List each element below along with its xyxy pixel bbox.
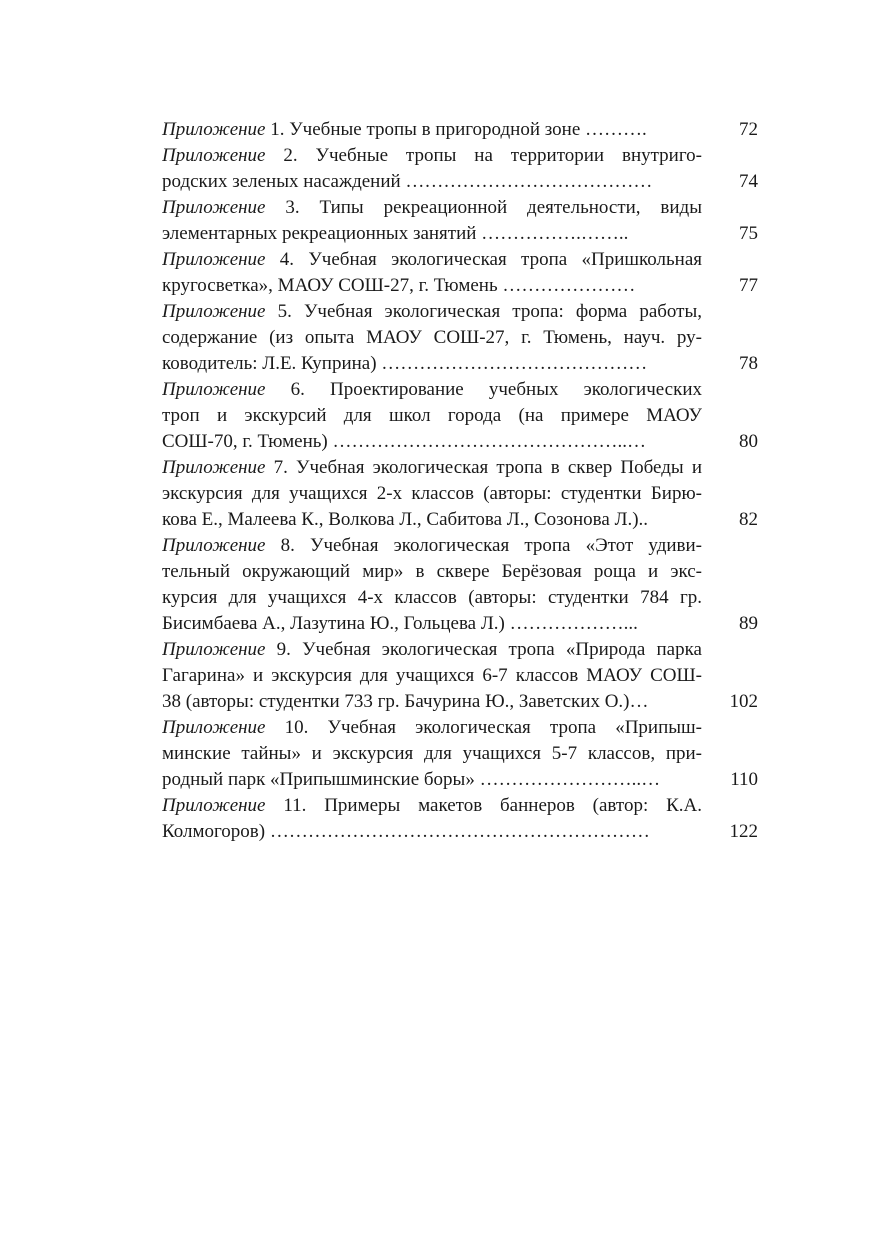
toc-entry-text bbox=[162, 663, 702, 689]
toc-entry-title: кова Е., Малеева К., Волкова Л., Сабитова Л., Созонова Л.).. bbox=[162, 509, 649, 530]
toc-line bbox=[162, 195, 758, 221]
toc-entry-text bbox=[162, 221, 702, 247]
toc-line bbox=[162, 247, 758, 273]
toc-entry-text bbox=[162, 819, 702, 845]
toc-entry[interactable] bbox=[162, 143, 758, 195]
toc-entry-title: курсия для учащихся 4-х классов (авторы: студентки 784 гр. bbox=[162, 587, 702, 608]
toc-entry-title: 8. Учебная экологическая тропа «Этот удиви- bbox=[265, 535, 702, 556]
appendix-label: Приложение bbox=[162, 717, 266, 738]
toc-entry-text bbox=[162, 117, 702, 143]
toc-entry-text bbox=[162, 273, 702, 299]
toc-line bbox=[162, 559, 758, 585]
toc-page-number: 72 bbox=[739, 119, 758, 140]
toc-entry-title: 11. Примеры макетов баннеров (автор: К.А. bbox=[265, 795, 702, 816]
toc-entry-text bbox=[162, 299, 702, 325]
toc-entry-text bbox=[162, 689, 702, 715]
toc-page-number: 110 bbox=[730, 769, 758, 790]
toc-entry-title: 3. Типы рекреационной деятельности, виды bbox=[265, 197, 702, 218]
toc-line bbox=[162, 663, 758, 689]
toc-line bbox=[162, 533, 758, 559]
toc-page-number: 102 bbox=[729, 691, 758, 712]
toc-entry[interactable] bbox=[162, 247, 758, 299]
toc-line bbox=[162, 507, 758, 533]
toc-line bbox=[162, 117, 758, 143]
toc-line bbox=[162, 637, 758, 663]
table-of-contents bbox=[162, 117, 758, 845]
toc-entry-text bbox=[162, 403, 702, 429]
toc-entry-text bbox=[162, 533, 702, 559]
toc-entry-title: ководитель: Л.Е. Куприна) …………………………………… bbox=[162, 353, 648, 374]
toc-line bbox=[162, 481, 758, 507]
toc-entry-text bbox=[162, 585, 702, 611]
toc-line bbox=[162, 715, 758, 741]
toc-entry-title: элементарных рекреационных занятий …………….…….. bbox=[162, 223, 629, 244]
toc-line bbox=[162, 299, 758, 325]
toc-entry[interactable] bbox=[162, 117, 758, 143]
toc-entry-text bbox=[162, 637, 702, 663]
toc-line bbox=[162, 169, 758, 195]
toc-entry[interactable] bbox=[162, 195, 758, 247]
toc-entry-title: 5. Учебная экологическая тропа: форма работы, bbox=[265, 301, 702, 322]
appendix-label: Приложение bbox=[162, 119, 266, 140]
toc-line bbox=[162, 221, 758, 247]
toc-line bbox=[162, 325, 758, 351]
toc-entry-text bbox=[162, 195, 702, 221]
toc-entry-text bbox=[162, 481, 702, 507]
toc-line bbox=[162, 611, 758, 637]
toc-line bbox=[162, 429, 758, 455]
toc-page-number: 74 bbox=[739, 171, 758, 192]
toc-entry-text bbox=[162, 793, 702, 819]
toc-line bbox=[162, 455, 758, 481]
toc-page-number: 82 bbox=[739, 509, 758, 530]
toc-entry[interactable] bbox=[162, 455, 758, 533]
toc-line bbox=[162, 741, 758, 767]
toc-entry-text bbox=[162, 611, 702, 637]
toc-line bbox=[162, 403, 758, 429]
toc-entry-text bbox=[162, 429, 702, 455]
toc-line bbox=[162, 689, 758, 715]
toc-entry-text bbox=[162, 325, 702, 351]
toc-entry-title: 10. Учебная экологическая тропа «Припыш- bbox=[265, 717, 702, 738]
appendix-label: Приложение bbox=[162, 795, 266, 816]
appendix-label: Приложение bbox=[162, 535, 266, 556]
toc-entry-text bbox=[162, 377, 702, 403]
toc-page-number: 75 bbox=[739, 223, 758, 244]
toc-entry-title: содержание (из опыта МАОУ СОШ-27, г. Тюмень, науч. ру- bbox=[162, 327, 702, 348]
toc-page-number: 78 bbox=[739, 353, 758, 374]
toc-entry-title: 7. Учебная экологическая тропа в сквер Победы и bbox=[265, 457, 702, 478]
toc-entry-title: кругосветка», МАОУ СОШ-27, г. Тюмень ………………… bbox=[162, 275, 636, 296]
toc-entry-title: минские тайны» и экскурсия для учащихся 5-7 классов, при- bbox=[162, 743, 702, 764]
toc-entry-title: 2. Учебные тропы на территории внутриго- bbox=[265, 145, 702, 166]
toc-entry-text bbox=[162, 767, 702, 793]
appendix-label: Приложение bbox=[162, 197, 266, 218]
toc-entry-title: 6. Проектирование учебных экологических bbox=[265, 379, 702, 400]
toc-line bbox=[162, 273, 758, 299]
toc-entry-text bbox=[162, 559, 702, 585]
toc-entry-text bbox=[162, 507, 702, 533]
toc-line bbox=[162, 377, 758, 403]
toc-entry-title: экскурсия для учащихся 2-х классов (авторы: студентки Бирю- bbox=[162, 483, 702, 504]
appendix-label: Приложение bbox=[162, 457, 266, 478]
toc-line bbox=[162, 767, 758, 793]
toc-line bbox=[162, 143, 758, 169]
toc-entry-text bbox=[162, 455, 702, 481]
toc-entry-title: родный парк «Припышминские боры» ……………………..… bbox=[162, 769, 661, 790]
toc-entry-title: родских зеленых насаждений ………………………………… bbox=[162, 171, 653, 192]
toc-entry-text bbox=[162, 741, 702, 767]
appendix-label: Приложение bbox=[162, 639, 266, 660]
toc-entry[interactable] bbox=[162, 715, 758, 793]
toc-line bbox=[162, 351, 758, 377]
toc-entry-title: 1. Учебные тропы в пригородной зоне ………. bbox=[265, 119, 647, 140]
toc-entry-title: 9. Учебная экологическая тропа «Природа парка bbox=[265, 639, 702, 660]
appendix-label: Приложение bbox=[162, 301, 266, 322]
toc-page-number: 89 bbox=[739, 613, 758, 634]
toc-line bbox=[162, 819, 758, 845]
toc-entry[interactable] bbox=[162, 637, 758, 715]
appendix-label: Приложение bbox=[162, 249, 266, 270]
toc-entry-title: Колмогоров) …………………………………………………… bbox=[162, 821, 650, 842]
toc-entry[interactable] bbox=[162, 299, 758, 377]
toc-entry-title: троп и экскурсий для школ города (на примере МАОУ bbox=[162, 405, 702, 426]
toc-entry-text bbox=[162, 169, 702, 195]
toc-entry[interactable] bbox=[162, 793, 758, 845]
toc-entry-title: Гагарина» и экскурсия для учащихся 6-7 классов МАОУ СОШ- bbox=[162, 665, 702, 686]
toc-entry-title: 4. Учебная экологическая тропа «Пришкольная bbox=[265, 249, 702, 270]
toc-page-number: 122 bbox=[729, 821, 758, 842]
toc-entry-text bbox=[162, 143, 702, 169]
toc-entry[interactable] bbox=[162, 533, 758, 637]
appendix-label: Приложение bbox=[162, 145, 266, 166]
toc-line bbox=[162, 585, 758, 611]
appendix-label: Приложение bbox=[162, 379, 266, 400]
toc-entry-title: 38 (авторы: студентки 733 гр. Бачурина Ю., Заветских О.)… bbox=[162, 691, 649, 712]
toc-entry-title: СОШ-70, г. Тюмень) ………………………………………..… bbox=[162, 431, 647, 452]
toc-entry[interactable] bbox=[162, 377, 758, 455]
toc-page-number: 80 bbox=[739, 431, 758, 452]
toc-entry-text bbox=[162, 247, 702, 273]
toc-page-number: 77 bbox=[739, 275, 758, 296]
toc-entry-title: тельный окружающий мир» в сквере Берёзовая роща и экс- bbox=[162, 561, 702, 582]
toc-line bbox=[162, 793, 758, 819]
toc-entry-text bbox=[162, 715, 702, 741]
toc-entry-text bbox=[162, 351, 702, 377]
toc-entry-title: Бисимбаева А., Лазутина Ю., Гольцева Л.) ………………... bbox=[162, 613, 638, 634]
